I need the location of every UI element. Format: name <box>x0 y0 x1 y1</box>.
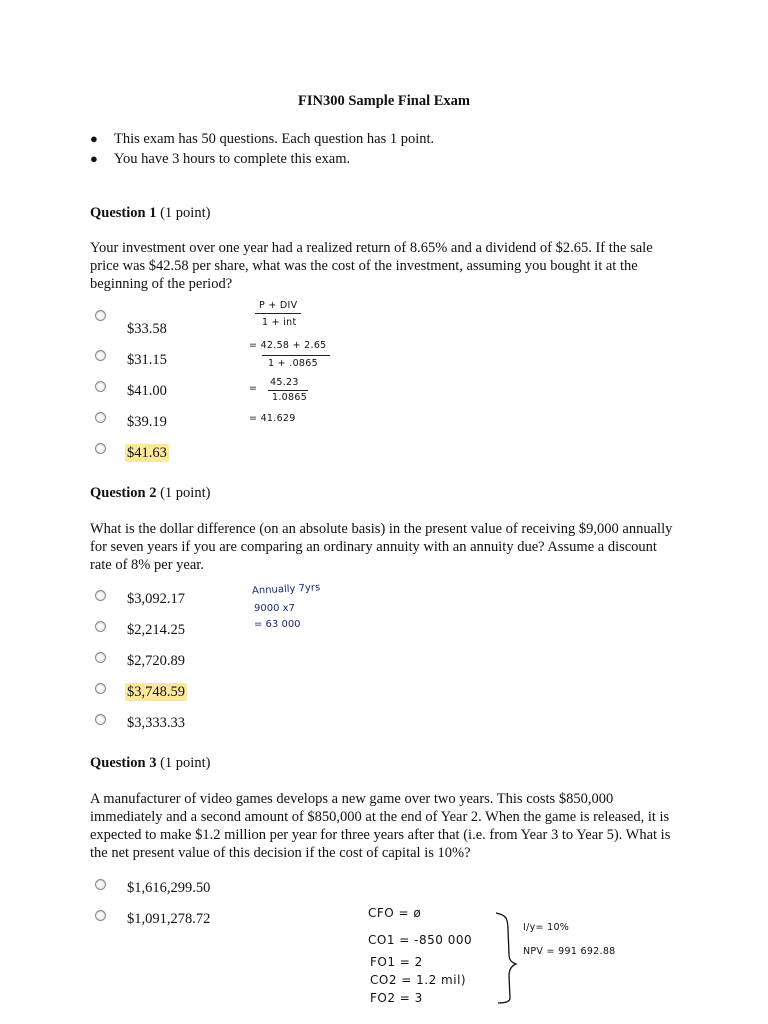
handwritten-note: I/y= 10% <box>523 922 570 933</box>
option-label[interactable]: $1,091,278.72 <box>127 911 211 927</box>
handwritten-note: = 41.629 <box>249 413 296 424</box>
highlighted-answer: $41.63 <box>127 445 167 461</box>
handwritten-note: 1 + int <box>262 317 297 328</box>
question-points: (1 point) <box>160 205 211 221</box>
fraction-bar <box>255 313 301 314</box>
fraction-bar <box>268 390 308 391</box>
bullet-dot: ● <box>90 151 98 166</box>
fraction-bar <box>262 355 330 356</box>
question-1-text: Your investment over one year had a realized return of 8.65% and a dividend of $2.65. If the sale price was $42.58 per share, what was the cost of the investment, assuming you bought it at the beginning of the period? <box>90 240 653 292</box>
handwritten-note: FO2 = 3 <box>370 991 423 1005</box>
question-points: (1 point) <box>160 485 211 501</box>
question-points: (1 point) <box>160 755 211 771</box>
handwritten-note: CFO = ø <box>368 906 422 920</box>
brace-mark <box>492 910 518 1006</box>
question-label: Question 3 <box>90 755 157 771</box>
option-radio[interactable] <box>95 652 106 663</box>
handwritten-note: NPV = 991 692.88 <box>523 946 616 957</box>
option-radio[interactable] <box>95 910 106 921</box>
handwritten-note: = <box>249 383 258 394</box>
option-radio[interactable] <box>95 350 106 361</box>
handwritten-note: P + DIV <box>259 300 298 311</box>
option-label[interactable]: $2,720.89 <box>127 653 185 669</box>
option-radio[interactable] <box>95 590 106 601</box>
option-label[interactable]: $39.19 <box>127 414 167 430</box>
handwritten-note: FO1 = 2 <box>370 955 423 969</box>
handwritten-note: 1 + .0865 <box>268 358 318 369</box>
handwritten-note: = 42.58 + 2.65 <box>249 340 327 351</box>
handwritten-note: 1.0865 <box>272 392 308 403</box>
question-3-heading <box>90 755 210 772</box>
handwritten-note: CO2 = 1.2 mil) <box>370 973 467 987</box>
option-label[interactable] <box>127 445 169 462</box>
question-3-text: A manufacturer of video games develops a new game over two years. This costs $850,000 immediately and a second amount of $850,000 at the end of Year 2. When the game is released, it is expected to make $1.2 million per year for three years after that (i.e. from Year 3 to Year 5). What is the net present value of this decision if the cost of capital is 10%? <box>90 791 671 861</box>
bullet-text: This exam has 50 questions. Each question has 1 point. <box>114 131 435 147</box>
handwritten-note: = 63 000 <box>254 619 301 630</box>
option-radio[interactable] <box>95 621 106 632</box>
option-label[interactable]: $41.00 <box>127 383 167 399</box>
option-radio[interactable] <box>95 879 106 890</box>
handwritten-note: Annually 7yrs <box>251 582 321 597</box>
question-label: Question 1 <box>90 205 157 221</box>
highlighted-answer: $3,748.59 <box>127 684 185 700</box>
question-2-heading <box>90 485 210 502</box>
option-radio[interactable] <box>95 310 106 321</box>
question-label: Question 2 <box>90 485 157 501</box>
option-label[interactable] <box>127 684 187 701</box>
option-label[interactable]: $1,616,299.50 <box>127 880 211 896</box>
bullet-text: You have 3 hours to complete this exam. <box>114 151 351 167</box>
option-label[interactable]: $2,214.25 <box>127 622 185 638</box>
option-radio[interactable] <box>95 683 106 694</box>
option-label[interactable]: $31.15 <box>127 352 167 368</box>
handwritten-note: 45.23 <box>270 377 299 388</box>
question-2-text: What is the dollar difference (on an absolute basis) in the present value of receiving $9,000 annually for seven years if you are comparing an ordinary annuity with an annuity due? Assume a discount rate of 8% per year. <box>90 521 673 573</box>
option-radio[interactable] <box>95 412 106 423</box>
handwritten-note: CO1 = -850 000 <box>368 933 473 947</box>
option-radio[interactable] <box>95 443 106 454</box>
question-1-heading <box>90 205 210 222</box>
option-label[interactable]: $3,092.17 <box>127 591 185 607</box>
exam-title: FIN300 Sample Final Exam <box>298 93 470 109</box>
bullet-dot: ● <box>90 131 98 146</box>
option-radio[interactable] <box>95 714 106 725</box>
option-label[interactable]: $3,333.33 <box>127 715 185 731</box>
option-radio[interactable] <box>95 381 106 392</box>
option-label[interactable]: $33.58 <box>127 321 167 337</box>
handwritten-note: 9000 x7 <box>254 603 295 614</box>
